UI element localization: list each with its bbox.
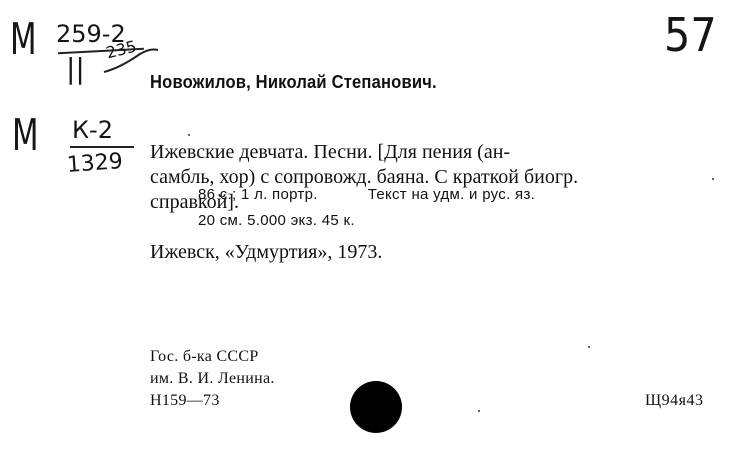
speck <box>478 410 480 412</box>
handwritten-call-number-top-suffix: 235 <box>104 36 139 63</box>
description-line-2: самбль, хор) с сопровожд. баяна. С краткой биогр. <box>150 166 579 188</box>
imprint: Ижевск, «Удмуртия», 1973. <box>150 241 383 263</box>
handwritten-call-number-top: 259-2 <box>56 20 126 48</box>
punch-hole <box>350 381 402 433</box>
handwritten-underline-mid <box>70 146 134 148</box>
handwritten-shelf-letter-mid: М <box>12 110 39 161</box>
library-line-2: им. В. И. Ленина. <box>150 370 275 387</box>
handwritten-shelf-letter-top: М <box>10 14 37 65</box>
speck <box>588 346 590 348</box>
classification-code: Щ94я43 <box>645 392 704 409</box>
speck <box>188 134 190 136</box>
description-line-3: справкой]. <box>150 191 239 213</box>
collation-row <box>198 186 535 203</box>
handwritten-call-number-mid-bottom: 1329 <box>66 149 124 178</box>
handwritten-card-number: 57 <box>664 8 717 62</box>
language-note: Текст на удм. и рус. яз. <box>367 186 536 203</box>
library-imprint <box>150 346 275 412</box>
handwritten-call-number-top-bottom: || <box>66 52 85 85</box>
size-and-print-run: 20 см. 5.000 экз. 45 к. <box>198 212 355 229</box>
description-line-1: Ижевские девчата. Песни. [Для пения (ан- <box>150 141 511 163</box>
handwritten-call-number-mid: К-2 <box>72 116 113 144</box>
speck <box>712 178 714 180</box>
library-line-3: Н159—73 <box>150 392 220 409</box>
author-heading: Новожилов, Николай Степанович. <box>150 72 437 92</box>
library-line-1: Гос. б-ка СССР <box>150 348 259 365</box>
collation: 86 с.; 1 л. портр. <box>198 186 318 203</box>
